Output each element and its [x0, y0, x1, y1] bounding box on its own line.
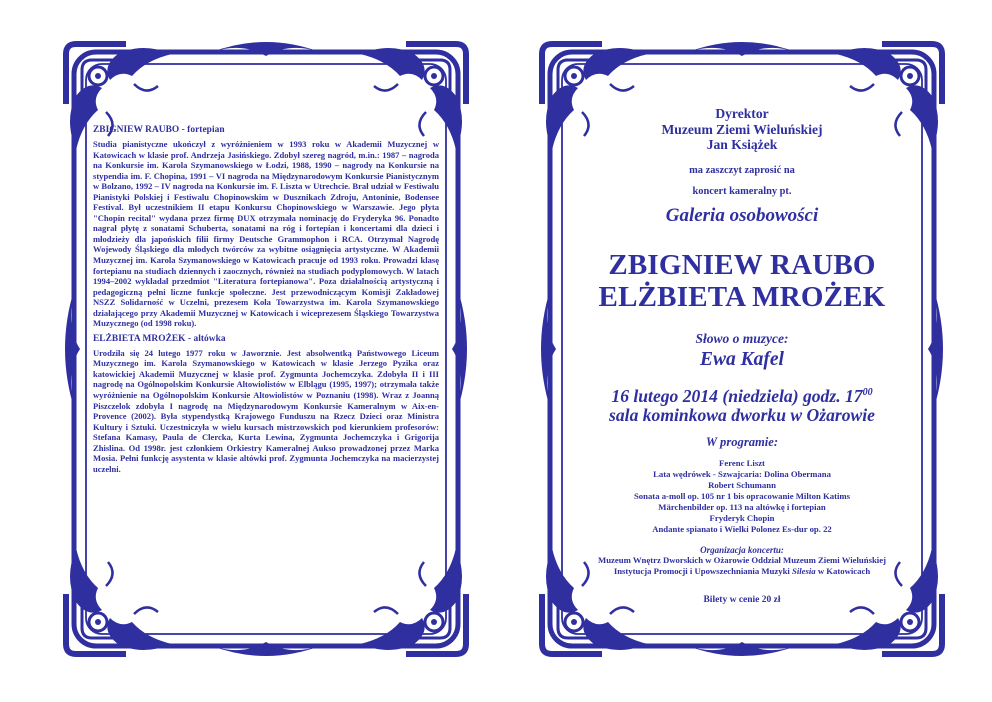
organizers-heading: Organizacja koncertu:	[700, 545, 784, 556]
bio-heading-mrozek: ELŻBIETA MROŻEK - altówka	[93, 333, 226, 344]
speaker-label: Słowo o muzyce:	[695, 330, 789, 346]
program-list	[568, 458, 916, 535]
program-item: Ferenc Liszt	[719, 458, 765, 469]
organizers-silesia: Silesia	[791, 566, 816, 577]
bio-heading-raubo: ZBIGNIEW RAUBO - fortepian	[93, 125, 225, 135]
invite-line: ma zaszczyt zaprosić na	[689, 164, 795, 176]
event-venue: sala kominkowa dworku w Ożarowie	[609, 405, 875, 426]
host-name: Jan Książek	[706, 137, 778, 152]
event-time-minutes: 00	[862, 386, 873, 398]
performer-1: ZBIGNIEW RAUBO	[608, 248, 876, 281]
concert-title: Galeria osobowości	[665, 204, 819, 226]
speaker-name: Ewa Kafel	[700, 348, 784, 370]
program-item: Robert Schumann	[708, 480, 776, 491]
organizers-line-1: Muzeum Wnętrz Dworskich w Ożarowie Oddział Muzeum Ziemi Wieluńskiej	[598, 555, 886, 566]
program-item: Sonata a-moll op. 105 nr 1 bis opracowanie Milton Katims	[633, 491, 851, 502]
bio-text-mrozek: Urodziła się 24 lutego 1977 roku w Jaworznie. Jest absolwentką Państwowego Liceum Muzycznego im. Karola Szymanowskiego w Katowicach w klasie Jerzego Pyzika oraz katowickiej Akademii Muzycznej w klasie prof. Zygmunta Jochemczyka. Zdobyła II i III nagrodę na Ogólnopolskim Konkursie Altowiolistów w Elblągu (1995, 1997); otrzymała także wyróżnienie na Ogólnopolskim Konkursie Altowiolistów w Poznaniu (1998). Wraz z Joanną Piszczelok zdobyła I nagrodę na Międzynarodowym Konkursie Kameralnym w Aix-en-Provence (2002). Była stypendystką Krajowego Funduszu na Rzecz Dzieci oraz Ministra Kultury i Sztuki. Uczestniczyła w wielu kursach mistrzowskich pod kierunkiem profesorów: Stefana Kamasy, Paula de Clercka, Kurta Lewina, Zygmunta Jochemczyka i Grigorija Zhislina. Od 1998r. jest członkiem Orkiestry Kameralnej Aukso prowadzonej przez Marka Mosia. Pełni funkcję asystenta w klasie altówki prof. Zygmunta Jochemczyka na macierzystej uczelni.	[93, 347, 439, 474]
biography-panel	[62, 40, 470, 658]
program-item: Fryderyk Chopin	[709, 513, 775, 524]
organizers-text: Instytucja Promocji i Upowszechniania Muzyki	[613, 566, 792, 577]
organizers-text: w Katowicach	[815, 566, 871, 577]
program-item: Andante spianato i Wielki Polonez Es-dur op. 22	[652, 524, 832, 535]
organizers-line-2	[568, 566, 916, 577]
host-institution: Muzeum Ziemi Wieluńskiej	[661, 121, 823, 137]
invitation-content	[568, 106, 916, 605]
program-item: Lata wędrówek - Szwajcaria: Dolina Obermana	[653, 469, 831, 480]
invitation-panel	[538, 40, 946, 658]
performer-2: ELŻBIETA MROŻEK	[598, 280, 886, 313]
host-title: Dyrektor	[715, 106, 769, 121]
program-item: Märchenbilder op. 113 na altówkę i fortepian	[658, 502, 826, 513]
ticket-price: Bilety w cenie 20 zł	[703, 595, 781, 606]
event-date-text: 16 lutego 2014 (niedziela) godz. 17	[611, 385, 863, 406]
concert-line: koncert kameralny pt.	[692, 185, 792, 197]
biographies	[93, 125, 439, 474]
event-date	[568, 383, 916, 406]
bio-text-raubo: Studia pianistyczne ukończył z wyróżnieniem w 1993 roku w Akademii Muzycznej w Katowicach w klasie prof. Andrzeja Jasińskiego. Zdobył szereg nagród, m.in.: 1987 – nagroda na Konkursie im. Karola Szymanowskiego w Łodzi, 1988, 1990 – nagrody na Konkursie na stypendia im. F. Chopina, 1991 – VI nagroda na Międzynarodowym Konkursie Pianistycznym w Bolzano, 1992 – IV nagroda na Konkursie im. F. Liszta w Utrechcie. Brał udział w Festiwalu Pianistyki Polskiej i Festiwalu Chopinowskim w Dusznikach Zdroju, Antoninie, Bodensee Festival. Był uczestnikiem II etapu Konkursu Chopinowskiego w Warszawie. Jego płyta "Chopin recital" wydana przez firmę DUX otrzymała nominację do Fryderyka 96. Ponadto nagrał płytę z sonatami Schuberta, sonatami na róg i fortepian i koncertami dla dzieci i młodzieży dla japońskich filii firmy Deutsche Grammophon i RCA. Otrzymał Nagrodę Wojewody Śląskiego dla młodych twórców za wybitne osiągnięcia artystyczne. W Akademii Muzycznej im. Karola Szymanowskiego w Katowicach pracuje od 1993 roku. Prowadzi klasę fortepianu na studiach dziennych i zaocznych, również na studiach podyplomowych. W latach 1994–2002 wykładał przedmiot "Literatura fortepianowa". Poza działalnością artystyczną i pedagogiczną pełni liczne funkcje społeczne. Jest przewodniczącym Komisji Zakładowej NSZZ Solidarność w Uczelni, prezesem Koła Towarzystwa im. Karola Szymanowskiego działającego przy Akademii Muzycznej w Katowicach i wiceprezesem Śląskiego Towarzystwa Muzycznego (od 1998 roku).	[93, 139, 439, 329]
program-heading: W programie:	[705, 435, 779, 450]
